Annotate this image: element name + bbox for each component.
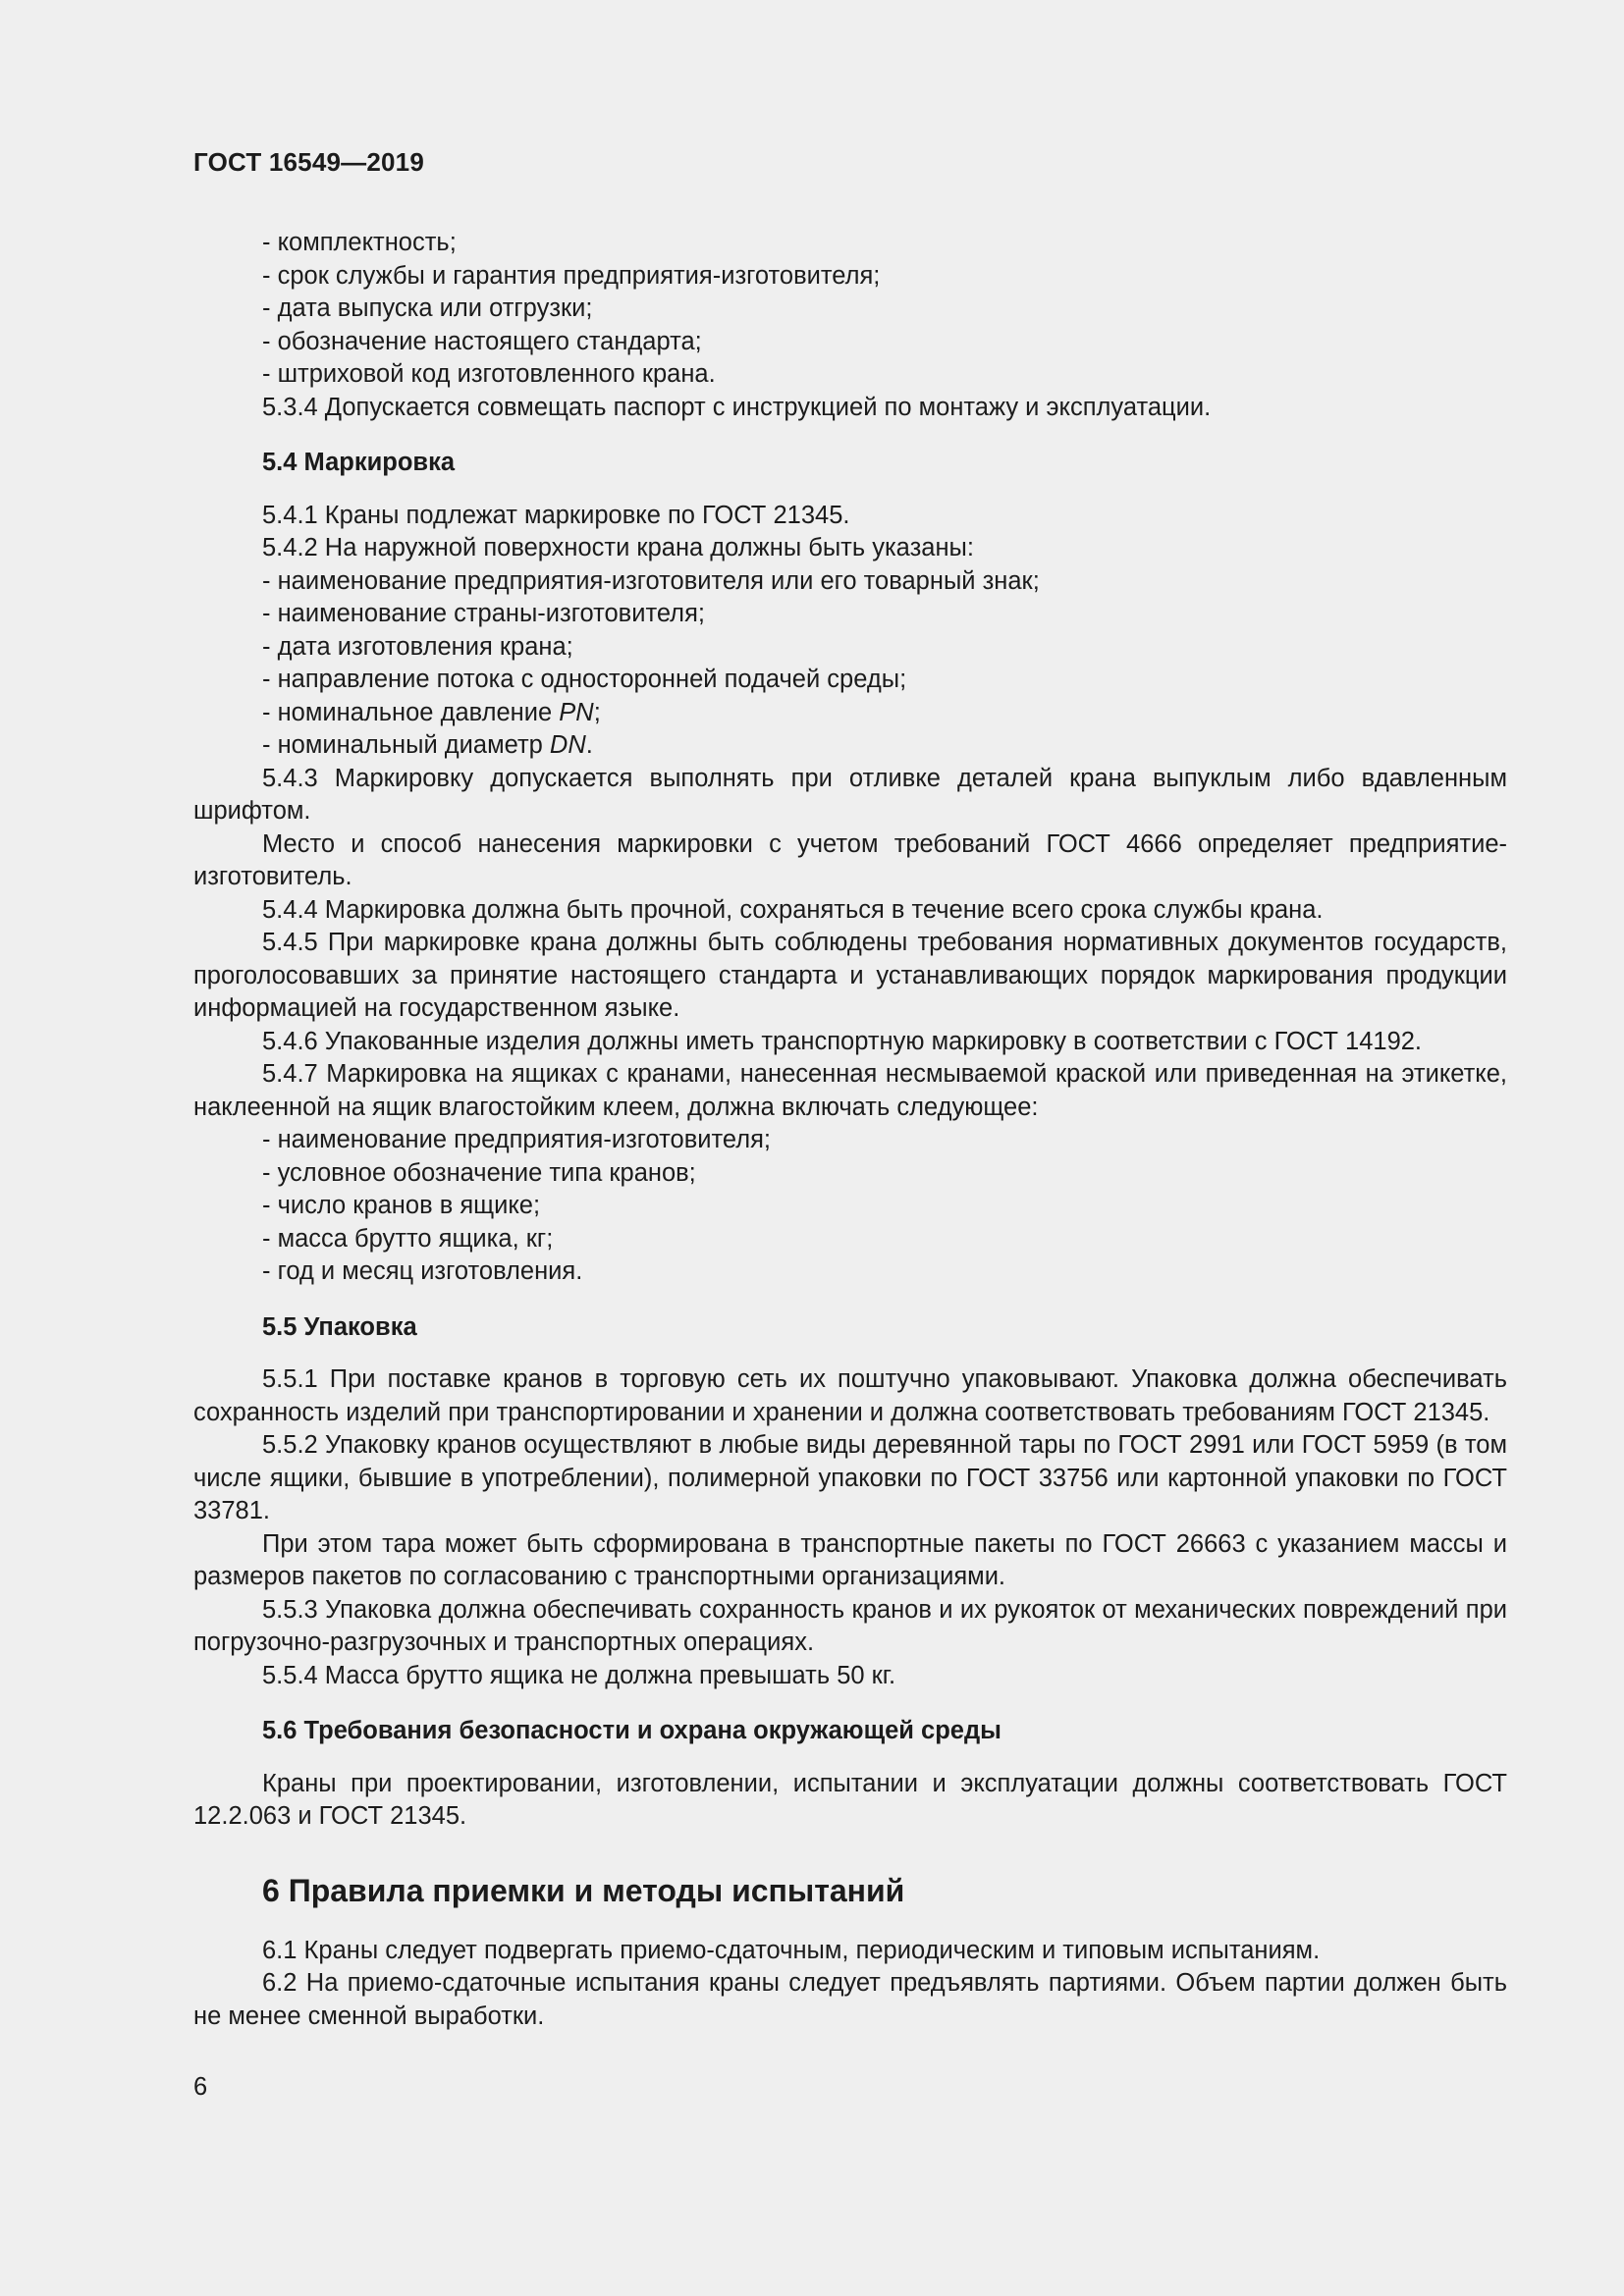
page-number: 6 xyxy=(193,2073,208,2101)
list-item-pn: - номинальное давление PN; xyxy=(262,698,601,726)
paragraph-5-4-4: 5.4.4 Маркировка должна быть прочной, сохраняться в течение всего срока службы крана. xyxy=(262,895,1324,924)
paragraph-5-4-7: 5.4.7 Маркировка на ящиках с кранами, нанесенная несмываемой краской или приведенная на этикетке, наклеенной на ящик влагостойким клеем, должна включать следующее: xyxy=(193,1060,1507,1121)
paragraph-5-5-2: 5.5.2 Упаковку кранов осуществляют в любые виды деревянной тары по ГОСТ 2991 или ГОСТ 5959 (в том числе ящики, бывшие в употреблении), полимерной упаковки по ГОСТ 33756 или картонной упаковки по ГОСТ 33781. xyxy=(193,1431,1507,1524)
paragraph-5-6: Краны при проектировании, изготовлении, испытании и эксплуатации должны соответствовать ГОСТ 12.2.063 и ГОСТ 21345. xyxy=(193,1769,1507,1830)
paragraph-5-3-4: 5.3.4 Допускается совмещать паспорт с инструкцией по монтажу и эксплуатации. xyxy=(262,393,1212,421)
paragraph-5-5-2-b: При этом тара может быть сформирована в транспортные пакеты по ГОСТ 26663 с указанием массы и размеров пакетов по согласованию с транспортными организациями. xyxy=(193,1529,1507,1590)
paragraph-5-4-6: 5.4.6 Упакованные изделия должны иметь транспортную маркировку в соответствии с ГОСТ 14192. xyxy=(262,1027,1423,1055)
paragraph-5-5-1: 5.5.1 При поставке кранов в торговую сеть их поштучно упаковывают. Упаковка должна обеспечивать сохранность изделий при транспортировании и хранении и должна соответствовать требованиям ГОСТ 21345. xyxy=(193,1365,1507,1426)
list-item-dn: - номинальный диаметр DN. xyxy=(262,731,593,759)
paragraph-5-5-3: 5.5.3 Упаковка должна обеспечивать сохранность кранов и их рукояток от механических повреждений при погрузочно-разгрузочных и транспортных операциях. xyxy=(193,1595,1507,1656)
paragraph-6-1: 6.1 Краны следует подвергать приемо-сдаточным, периодическим и типовым испытаниям. xyxy=(262,1936,1321,1964)
pn-symbol: PN xyxy=(559,698,594,726)
list-item: - штриховой код изготовленного крана. xyxy=(262,360,716,388)
list-item: - дата изготовления крана; xyxy=(262,632,573,661)
list-item: - год и месяц изготовления. xyxy=(262,1257,583,1285)
paragraph-5-4-3: 5.4.3 Маркировку допускается выполнять при отливке деталей крана выпуклым либо вдавленным шрифтом. xyxy=(193,764,1507,825)
dn-symbol: DN xyxy=(549,731,586,759)
section-heading-6: 6 Правила приемки и методы испытаний xyxy=(262,1872,905,1908)
document-header: ГОСТ 16549—2019 xyxy=(193,147,424,177)
list-item: - наименование предприятия-изготовителя или его товарный знак; xyxy=(262,566,1040,595)
section-heading-5-6: 5.6 Требования безопасности и охрана окружающей среды xyxy=(262,1717,1001,1744)
list-item: - срок службы и гарантия предприятия-изготовителя; xyxy=(262,261,881,290)
paragraph-5-5-4: 5.5.4 Масса брутто ящика не должна превышать 50 кг. xyxy=(262,1661,896,1689)
section-heading-5-4: 5.4 Маркировка xyxy=(262,449,456,476)
paragraph-5-4-1: 5.4.1 Краны подлежат маркировке по ГОСТ 21345. xyxy=(262,501,850,529)
list-item: - наименование страны-изготовителя; xyxy=(262,600,705,627)
paragraph-5-4-3-b: Место и способ нанесения маркировки с учетом требований ГОСТ 4666 определяет предприятие-изготовитель. xyxy=(193,829,1507,890)
list-item: - направление потока с односторонней подачей среды; xyxy=(262,666,907,693)
list-item: - масса брутто ящика, кг; xyxy=(262,1224,554,1253)
paragraph-5-4-5: 5.4.5 При маркировке крана должны быть соблюдены требования нормативных документов государств, проголосовавших за принятие настоящего стандарта и устанавливающих порядок маркирования продукции информацией на государственном языке. xyxy=(193,929,1507,1022)
paragraph-5-4-2: 5.4.2 На наружной поверхности крана должны быть указаны: xyxy=(262,534,974,561)
document-body xyxy=(193,227,1507,2033)
list-item: - условное обозначение типа кранов; xyxy=(262,1158,696,1187)
list-item: - дата выпуска или отгрузки; xyxy=(262,294,593,322)
section-heading-5-5: 5.5 Упаковка xyxy=(262,1312,417,1341)
list-item: - комплектность; xyxy=(262,229,457,256)
list-item: - наименование предприятия-изготовителя; xyxy=(262,1126,772,1153)
paragraph-6-2: 6.2 На приемо-сдаточные испытания краны следует предъявлять партиями. Объем партии должен быть не менее сменной выработки. xyxy=(193,1969,1507,2030)
list-item: - число кранов в ящике; xyxy=(262,1192,541,1219)
list-item: - обозначение настоящего стандарта; xyxy=(262,327,702,355)
